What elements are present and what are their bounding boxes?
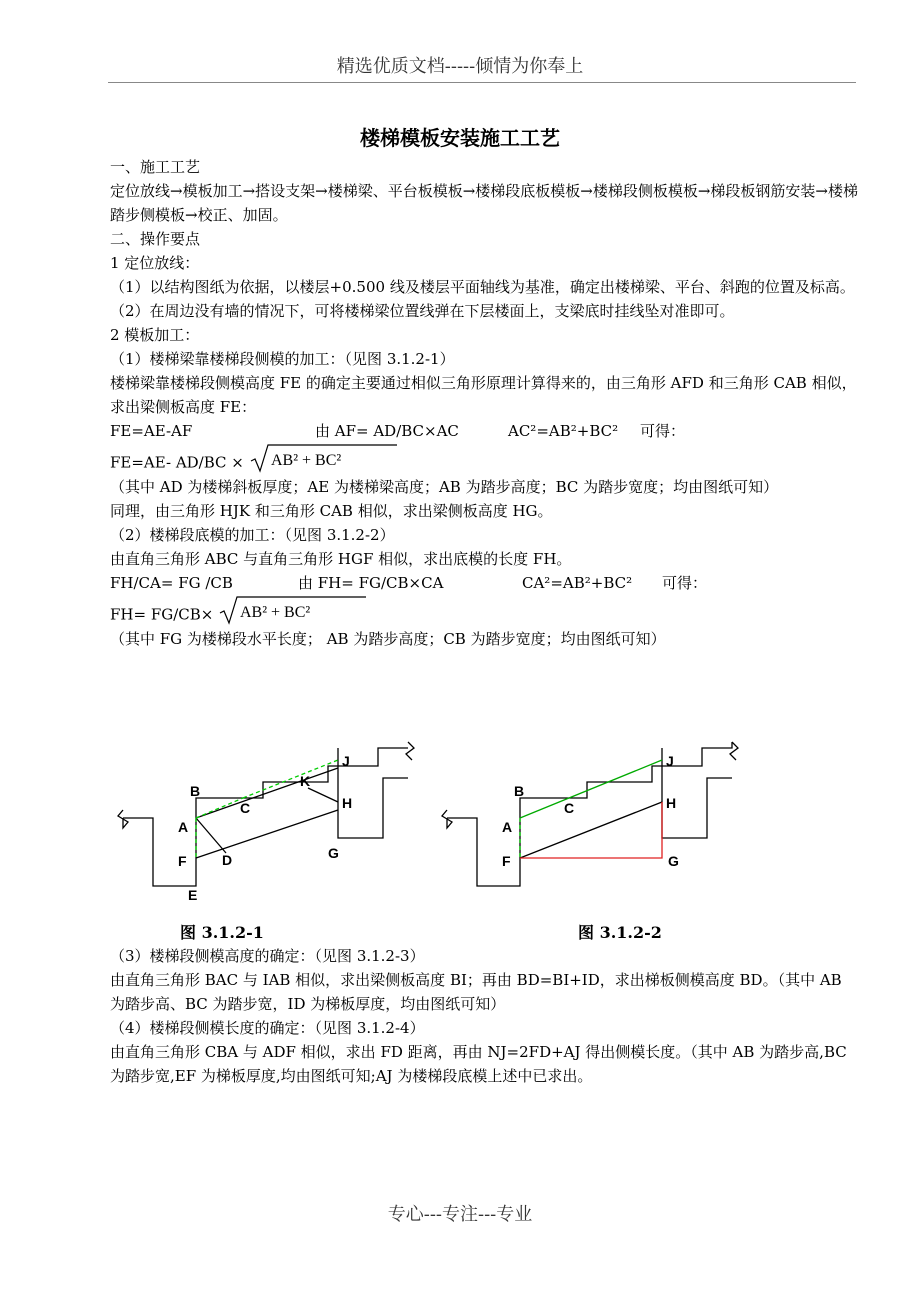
figure-3-1-2-2 — [432, 738, 762, 918]
label-F: F — [502, 853, 511, 869]
hk-line — [308, 788, 338, 802]
label-K: K — [300, 773, 311, 789]
label-A: A — [502, 819, 513, 835]
sqrt-sign — [218, 595, 368, 625]
label-H: H — [666, 795, 677, 811]
paragraph: （其中 FG 为楼梯段水平长度； AB 为踏步高度；CB 为踏步宽度；均由图纸可知） — [110, 630, 666, 648]
paragraph: 由直角三角形 ABC 与直角三角形 HGF 相似，求出底模的长度 FH。 — [110, 550, 572, 568]
ad-line — [196, 818, 226, 853]
formula-line — [110, 571, 860, 595]
header-rule — [108, 82, 856, 83]
label-B: B — [514, 783, 525, 799]
label-H: H — [342, 795, 353, 811]
formula-part: 可得： — [640, 422, 686, 440]
paragraph: 由直角三角形 CBA 与 ADF 相似，求出 FD 距离，再由 NJ=2FD+AJ 得出侧模长度。（其中 AB 为踏步高,BC 为踏步宽,EF 为梯板厚度,均由图纸可知;AJ 为楼梯段底模上述中已求出。 — [110, 1043, 847, 1085]
label-F: F — [178, 853, 187, 869]
paragraph: 定位放线→模板加工→搭设支架→楼梯梁、平台板模板→楼梯段底板模板→楼梯段侧板模板→梯段板钢筋安装→楼梯踏步侧模板→校正、加固。 — [110, 182, 858, 224]
document-title: 楼梯模板安装施工工艺 — [360, 126, 560, 150]
page-footer: 专心---专注---专业 — [387, 1204, 533, 1225]
paragraph: （2）在周边没有墙的情况下，可将楼梯梁位置线弹在下层楼面上，支梁底时挂线坠对准即可。 — [110, 302, 735, 320]
slab-top-line — [520, 760, 662, 818]
formula-part: FE=AE-AF — [110, 422, 193, 440]
label-E: E — [188, 887, 198, 903]
paragraph: 二、操作要点 — [110, 230, 201, 248]
label-D: D — [222, 852, 233, 868]
label-J: J — [342, 753, 350, 769]
sqrt-sign — [249, 443, 399, 473]
paragraph: 同理，由三角形 HJK 和三角形 CAB 相似，求出梁侧板高度 HG。 — [110, 502, 553, 520]
body-section-2 — [110, 944, 860, 1088]
slab-bottom-line — [520, 802, 662, 858]
right-break-mark — [730, 742, 738, 760]
green-dashed-cj — [243, 760, 338, 798]
sqrt-content: AB² + BC² — [240, 604, 311, 621]
paragraph: （其中 AD 为楼梯斜板厚度；AE 为楼梯梁高度；AB 为踏步高度；BC 为踏步宽度；均由图纸可知） — [110, 478, 779, 496]
body-section-1 — [110, 155, 860, 651]
left-break-mark — [442, 810, 452, 828]
formula-part: FH/CA= FG /CB — [110, 574, 233, 592]
left-break-mark — [118, 810, 128, 828]
label-G: G — [668, 853, 679, 869]
right-break-mark — [406, 742, 414, 760]
formula-part: 可得： — [662, 574, 708, 592]
paragraph: （2）楼梯段底模的加工：（见图 3.1.2-2） — [110, 526, 395, 544]
paragraph: 一、施工工艺 — [110, 158, 201, 176]
page-header: 精选优质文档-----倾情为你奉上 — [336, 56, 584, 77]
label-A: A — [178, 819, 189, 835]
label-J: J — [666, 753, 674, 769]
paragraph: （4）楼梯段侧模长度的确定：（见图 3.1.2-4） — [110, 1019, 425, 1037]
stair-steps — [520, 742, 732, 818]
paragraph: （1）以结构图纸为依据，以楼层+0.500 线及楼层平面轴线为基准，确定出楼梯梁、平台、斜跑的位置及标高。 — [110, 278, 855, 296]
figure-3-1-2-1 — [108, 738, 438, 918]
sqrt-content: AB² + BC² — [270, 452, 341, 469]
formula-line — [110, 419, 860, 443]
formula-part: FH= FG/CB× — [110, 605, 214, 624]
label-C: C — [240, 800, 251, 816]
figure-caption-1: 图 3.1.2-1 — [180, 923, 264, 942]
formula-part: AC²=AB²+BC² — [508, 422, 619, 440]
paragraph: 2 模板加工： — [110, 326, 200, 344]
formula-part: FE=AE- AD/BC × — [110, 453, 244, 472]
label-B: B — [190, 783, 201, 799]
slab-support-line — [196, 768, 338, 818]
paragraph: （3）楼梯段侧模高度的确定：（见图 3.1.2-3） — [110, 947, 425, 965]
label-C: C — [564, 800, 575, 816]
label-G: G — [328, 845, 339, 861]
paragraph: 由直角三角形 BAC 与 IAB 相似，求出梁侧板高度 BI；再由 BD=BI+ID，求出梯板侧模高度 BD。（其中 AB 为踏步高、BC 为踏步宽，ID 为梯板厚度，均由图纸可知） — [110, 971, 842, 1013]
figures — [108, 738, 868, 948]
formula-part: 由 AF= AD/BC×AC — [315, 422, 459, 440]
formula-part: CA²=AB²+BC² — [522, 574, 633, 592]
figure-caption-2: 图 3.1.2-2 — [578, 923, 662, 942]
formula-line — [110, 595, 860, 627]
formula-part: 由 FH= FG/CB×CA — [298, 574, 444, 592]
formula-line — [110, 443, 860, 475]
paragraph: （1）楼梯梁靠楼梯段侧模的加工：（见图 3.1.2-1） — [110, 350, 455, 368]
paragraph: 1 定位放线： — [110, 254, 200, 272]
slab-bottom-line — [196, 810, 338, 858]
green-dashed-ac — [196, 798, 243, 818]
paragraph: 楼梯梁靠楼梯段侧模高度 FE 的确定主要通过相似三角形原理计算得来的，由三角形 AFD 和三角形 CAB 相似，求出梁侧板高度 FE： — [110, 374, 857, 416]
